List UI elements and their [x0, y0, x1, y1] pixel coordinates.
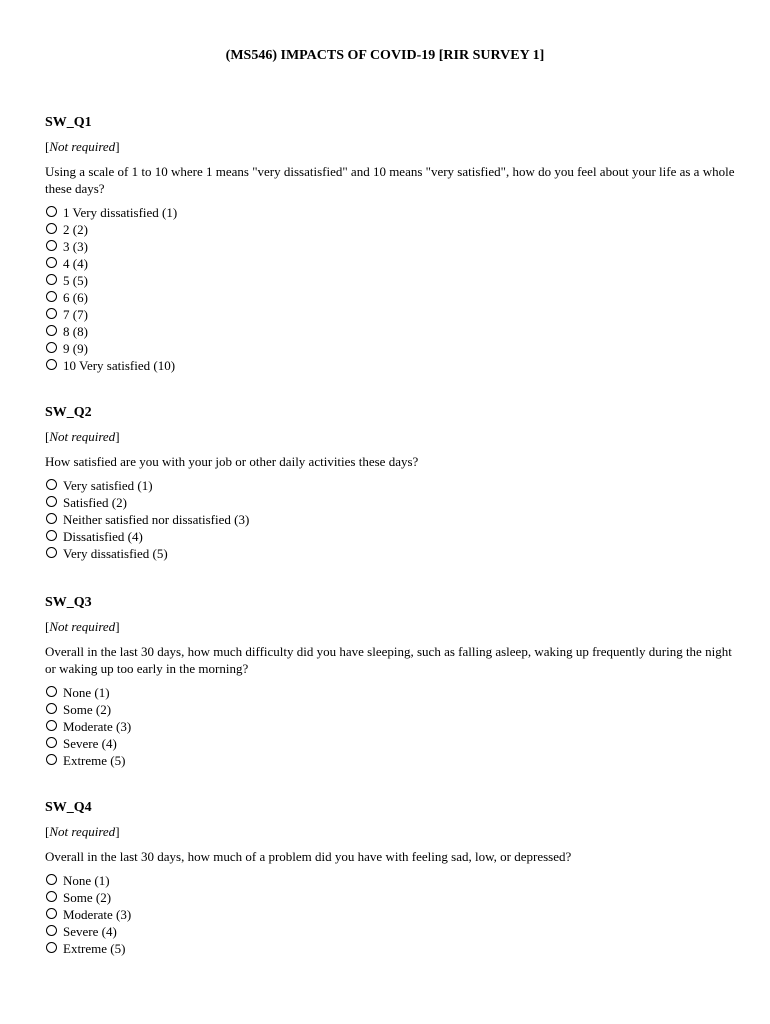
- answer-option[interactable]: [45, 511, 735, 528]
- required-note: [45, 619, 735, 643]
- answer-option[interactable]: [45, 545, 735, 562]
- option-label: 10 Very satisfied (10): [63, 358, 176, 373]
- question-sw-q3: [45, 594, 735, 769]
- option-label: None (1): [63, 873, 110, 888]
- option-label: Moderate (3): [63, 907, 132, 922]
- required-text: Not required: [49, 619, 116, 634]
- radio-button-icon[interactable]: [46, 257, 57, 268]
- required-bracket-close: ]: [115, 139, 120, 154]
- required-note: [45, 429, 735, 453]
- required-text: Not required: [49, 429, 116, 444]
- radio-button-icon[interactable]: [46, 925, 57, 936]
- option-label: Satisfied (2): [63, 495, 127, 510]
- option-label: Neither satisfied nor dissatisfied (3): [63, 512, 250, 527]
- option-label: 1 Very dissatisfied (1): [63, 205, 178, 220]
- question-id: SW_Q4: [45, 800, 92, 815]
- answer-option[interactable]: [45, 238, 735, 255]
- question-sw-q1: [45, 114, 735, 374]
- answer-option[interactable]: [45, 323, 735, 340]
- option-label: Some (2): [63, 890, 112, 905]
- required-bracket-open: [: [45, 824, 50, 839]
- radio-button-icon[interactable]: [46, 686, 57, 697]
- question-text: Using a scale of 1 to 10 where 1 means "very dissatisfied" and 10 means "very satisfied", how do you feel about your life as a whole these days?: [45, 164, 735, 196]
- radio-button-icon[interactable]: [46, 291, 57, 302]
- option-label: 6 (6): [63, 290, 88, 305]
- radio-button-icon[interactable]: [46, 206, 57, 217]
- option-label: 9 (9): [63, 341, 88, 356]
- answer-option[interactable]: [45, 357, 735, 374]
- required-text: Not required: [49, 824, 116, 839]
- required-text: Not required: [49, 139, 116, 154]
- question-text: Overall in the last 30 days, how much of a problem did you have with feeling sad, low, or depressed?: [45, 849, 572, 864]
- answer-option[interactable]: [45, 872, 735, 889]
- radio-button-icon[interactable]: [46, 513, 57, 524]
- option-label: Some (2): [63, 702, 112, 717]
- question-id: SW_Q2: [45, 405, 92, 420]
- answer-option[interactable]: [45, 940, 735, 957]
- option-label: Severe (4): [63, 736, 117, 751]
- radio-button-icon[interactable]: [46, 754, 57, 765]
- answer-option[interactable]: [45, 684, 735, 701]
- radio-button-icon[interactable]: [46, 359, 57, 370]
- radio-button-icon[interactable]: [46, 530, 57, 541]
- answer-option[interactable]: [45, 255, 735, 272]
- option-label: 4 (4): [63, 256, 88, 271]
- answer-option[interactable]: [45, 306, 735, 323]
- answer-option[interactable]: [45, 752, 735, 769]
- answer-option[interactable]: [45, 289, 735, 306]
- required-bracket-open: [: [45, 429, 50, 444]
- required-bracket-open: [: [45, 619, 50, 634]
- required-note: [45, 139, 735, 163]
- question-sw-q4: [45, 799, 735, 957]
- question-sw-q2: [45, 404, 735, 562]
- answer-option[interactable]: [45, 204, 735, 221]
- option-label: Severe (4): [63, 924, 117, 939]
- answer-option[interactable]: [45, 528, 735, 545]
- answer-option[interactable]: [45, 701, 735, 718]
- answer-option[interactable]: [45, 272, 735, 289]
- required-bracket-close: ]: [115, 619, 120, 634]
- option-label: 8 (8): [63, 324, 88, 339]
- radio-button-icon[interactable]: [46, 908, 57, 919]
- option-label: 2 (2): [63, 222, 88, 237]
- radio-button-icon[interactable]: [46, 308, 57, 319]
- option-label: Extreme (5): [63, 753, 126, 768]
- answer-option[interactable]: [45, 735, 735, 752]
- answer-option[interactable]: [45, 718, 735, 735]
- radio-button-icon[interactable]: [46, 479, 57, 490]
- answer-option[interactable]: [45, 923, 735, 940]
- radio-button-icon[interactable]: [46, 720, 57, 731]
- answer-option[interactable]: [45, 494, 735, 511]
- answer-option[interactable]: [45, 340, 735, 357]
- radio-button-icon[interactable]: [46, 942, 57, 953]
- radio-button-icon[interactable]: [46, 737, 57, 748]
- answer-option[interactable]: [45, 221, 735, 238]
- answer-options: [45, 477, 735, 562]
- radio-button-icon[interactable]: [46, 223, 57, 234]
- option-label: Moderate (3): [63, 719, 132, 734]
- required-bracket-close: ]: [115, 429, 120, 444]
- radio-button-icon[interactable]: [46, 274, 57, 285]
- answer-options: [45, 204, 735, 374]
- radio-button-icon[interactable]: [46, 240, 57, 251]
- option-label: None (1): [63, 685, 110, 700]
- required-bracket-close: ]: [115, 824, 120, 839]
- answer-options: [45, 872, 735, 957]
- option-label: 5 (5): [63, 273, 88, 288]
- answer-option[interactable]: [45, 906, 735, 923]
- radio-button-icon[interactable]: [46, 703, 57, 714]
- radio-button-icon[interactable]: [46, 547, 57, 558]
- option-label: 7 (7): [63, 307, 88, 322]
- required-bracket-open: [: [45, 139, 50, 154]
- option-label: Very satisfied (1): [63, 478, 153, 493]
- question-text: Overall in the last 30 days, how much difficulty did you have sleeping, such as falling asleep, waking up frequently during the night or waking up too early in the morning?: [45, 644, 732, 676]
- option-label: Extreme (5): [63, 941, 126, 956]
- answer-option[interactable]: [45, 477, 735, 494]
- option-label: Very dissatisfied (5): [63, 546, 168, 561]
- document-title: (MS546) IMPACTS OF COVID-19 [RIR SURVEY 1]: [225, 48, 545, 63]
- radio-button-icon[interactable]: [46, 874, 57, 885]
- option-label: Dissatisfied (4): [63, 529, 143, 544]
- question-id: SW_Q1: [45, 115, 92, 130]
- question-text: How satisfied are you with your job or other daily activities these days?: [45, 454, 419, 469]
- radio-button-icon[interactable]: [46, 342, 57, 353]
- radio-button-icon[interactable]: [46, 496, 57, 507]
- option-label: 3 (3): [63, 239, 88, 254]
- answer-option[interactable]: [45, 889, 735, 906]
- question-id: SW_Q3: [45, 595, 92, 610]
- required-note: [45, 824, 735, 848]
- answer-options: [45, 684, 735, 769]
- radio-button-icon[interactable]: [46, 891, 57, 902]
- radio-button-icon[interactable]: [46, 325, 57, 336]
